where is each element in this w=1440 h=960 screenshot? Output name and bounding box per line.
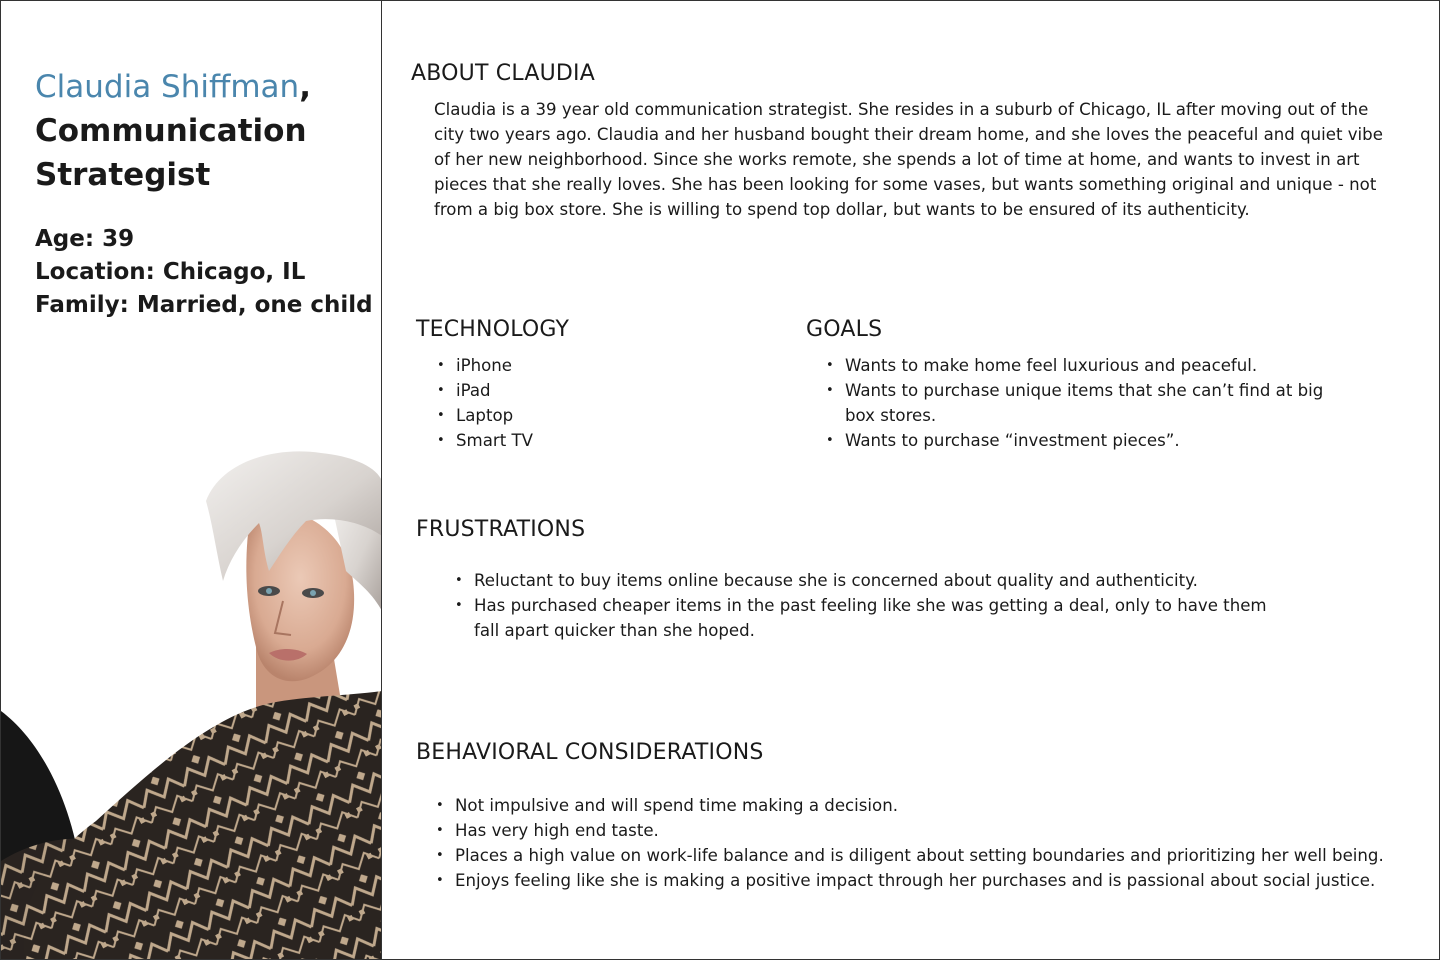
persona-portrait (1, 441, 382, 959)
list-item: • Enjoys feeling like she is making a positive impact through her purchases and is passional about social justice. (436, 868, 1421, 893)
technology-heading: TECHNOLOGY (416, 317, 570, 342)
list-item: • Places a high value on work-life balance and is diligent about setting boundaries and prioritizing her well being. (436, 843, 1421, 868)
list-item: • iPhone (437, 353, 757, 378)
fact-location: Location: Chicago, IL (35, 259, 306, 285)
fact-family: Family: Married, one child (35, 292, 373, 318)
persona-facts (35, 223, 375, 322)
goals-list (826, 353, 1326, 453)
fact-age: Age: 39 (35, 226, 135, 252)
list-item: • Has purchased cheaper items in the past feeling like she was getting a deal, only to have them fall apart quicker than she hoped. (455, 593, 1295, 643)
about-paragraph: Claudia is a 39 year old communication strategist. She resides in a suburb of Chicago, IL after moving out of the city two years ago. Claudia and her husband bought their dream home, and she loves the peaceful and quiet vibe of her new neighborhood. Since she works remote, she spends a lot of time at home, and wants to invest in art pieces that she really loves. She has been looking for some vases, but wants something original and unique - not from a big box store. She is willing to spend top dollar, but wants to be ensured of its authenticity. (434, 100, 1383, 219)
list-item: • Wants to make home feel luxurious and peaceful. (826, 353, 1326, 378)
goals-heading: GOALS (806, 317, 883, 342)
frustrations-heading: FRUSTRATIONS (416, 517, 586, 542)
frustrations-list (455, 568, 1295, 643)
technology-list (437, 353, 757, 453)
about-heading: ABOUT CLAUDIA (411, 61, 595, 86)
list-item: • Wants to purchase “investment pieces”. (826, 428, 1326, 453)
list-item: • Reluctant to buy items online because she is concerned about quality and authenticity. (455, 568, 1295, 593)
list-item: • iPad (437, 378, 757, 403)
persona-title: Communication Strategist (35, 113, 307, 193)
list-item: • Not impulsive and will spend time making a decision. (436, 793, 1421, 818)
behavioral-list (436, 793, 1421, 893)
persona-name: Claudia Shiffman (35, 69, 300, 105)
name-separator: , (299, 69, 311, 105)
behavioral-heading: BEHAVIORAL CONSIDERATIONS (416, 740, 764, 765)
list-item: • Wants to purchase unique items that she can’t find at big box stores. (826, 378, 1326, 428)
list-item: • Smart TV (437, 428, 757, 453)
list-item: • Laptop (437, 403, 757, 428)
persona-sidebar (1, 1, 382, 959)
persona-header (35, 65, 365, 197)
list-item: • Has very high end taste. (436, 818, 1421, 843)
